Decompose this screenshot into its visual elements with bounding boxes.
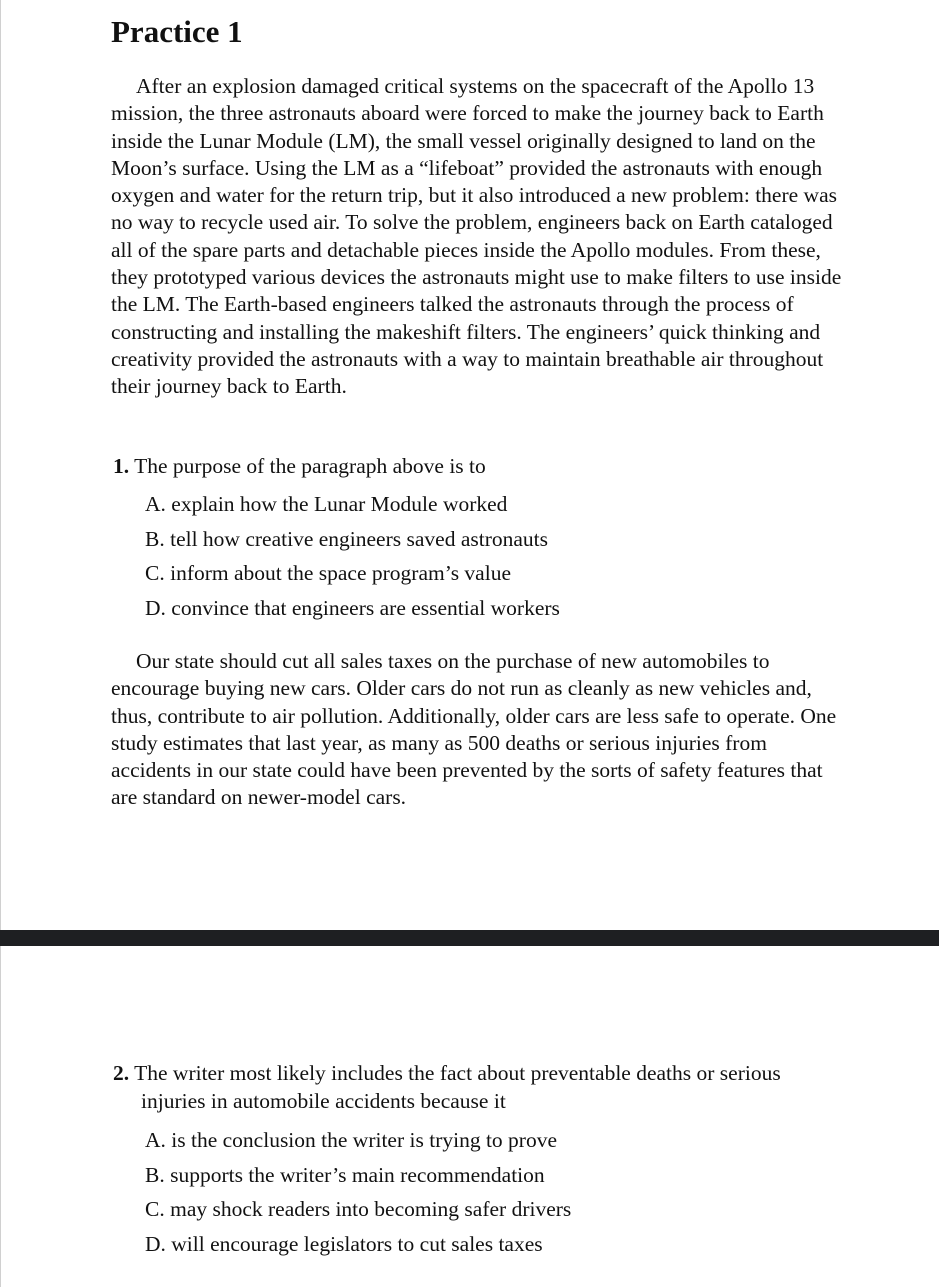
page-edge (0, 946, 1, 1287)
answer-option-c[interactable]: C. inform about the space program’s value (145, 561, 511, 586)
answer-option-c[interactable]: C. may shock readers into becoming safer drivers (145, 1197, 572, 1222)
answer-option-a[interactable]: A. explain how the Lunar Module worked (145, 492, 508, 516)
question-1-options (145, 487, 560, 626)
page-title: Practice 1 (111, 14, 243, 49)
question-1 (113, 453, 833, 481)
question-2-options (145, 1123, 571, 1262)
page-divider (0, 930, 939, 946)
question-1-number: 1. (113, 454, 130, 478)
passage-apollo: After an explosion damaged critical systems on the spacecraft of the Apollo 13 mission, the three astronauts aboard were forced to make the journey back to Earth inside the Lunar Module (LM), the small vessel originally designed to land on the Moon’s surface. Using the LM as a “lifeboat” provided the astronauts with enough oxygen and water for the return trip, but it also introduced a new problem: there was no way to recycle used air. To solve the problem, engineers back on Earth cataloged all of the spare parts and detachable pieces inside the Apollo modules. From these, they prototyped various devices the astronauts might use to make filters to use inside the LM. The Earth-based engineers talked the astronauts through the process of constructing and installing the makeshift filters. The engineers’ quick thinking and creativity provided the astronauts with a way to maintain breathable air throughout their journey back to Earth. (111, 74, 842, 399)
passage-sales-tax: Our state should cut all sales taxes on the purchase of new automobiles to encourage buying new cars. Older cars do not run as cleanly as new vehicles and, thus, contribute to air pollution. Additionally, older cars are less safe to operate. One study estimates that last year, as many as 500 deaths or serious injuries from accidents in our state could have been prevented by the sorts of safety features that are standard on newer-model cars. (111, 649, 837, 810)
answer-option-d[interactable]: D. convince that engineers are essential workers (145, 596, 560, 621)
question-1-stem: The purpose of the paragraph above is to (134, 454, 486, 478)
question-2-stem: The writer most likely includes the fact about preventable deaths or serious injuries in automobile accidents because it (134, 1061, 781, 1113)
answer-option-b[interactable]: B. supports the writer’s main recommendation (145, 1162, 545, 1187)
answer-option-b[interactable]: B. tell how creative engineers saved astronauts (145, 526, 548, 551)
answer-option-d[interactable]: D. will encourage legislators to cut sales taxes (145, 1232, 543, 1257)
answer-option-a[interactable]: A. is the conclusion the writer is trying to prove (145, 1128, 558, 1152)
question-2-number: 2. (113, 1061, 130, 1085)
question-2 (113, 1060, 841, 1115)
page-edge (0, 0, 1, 930)
